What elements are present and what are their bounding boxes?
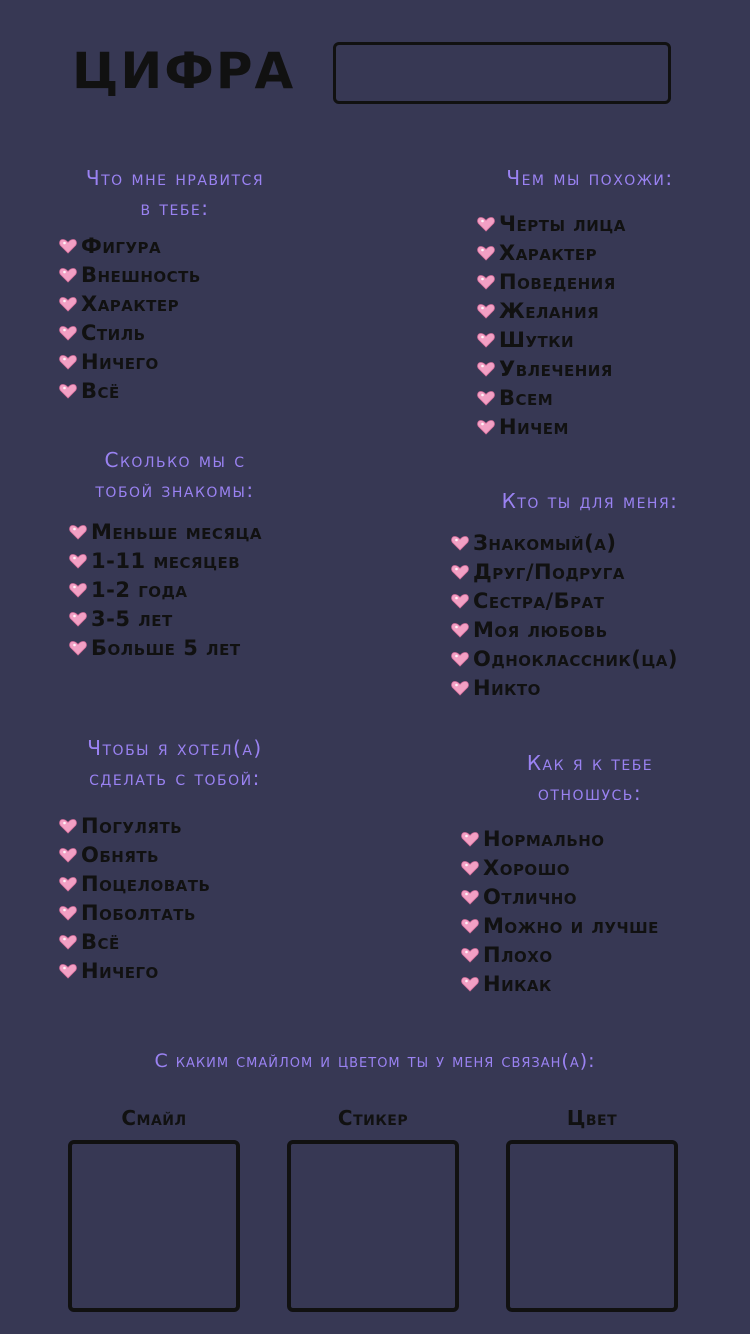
option-label: Характер xyxy=(81,291,180,316)
option-item xyxy=(476,209,740,238)
option-item xyxy=(450,586,740,615)
option-label: 3-5 лет xyxy=(91,606,173,631)
heart-icon xyxy=(450,649,470,669)
option-item xyxy=(58,289,330,318)
option-item xyxy=(460,911,740,940)
option-label: Поцеловать xyxy=(81,871,211,896)
heart-icon xyxy=(58,236,78,256)
heart-icon xyxy=(476,417,496,437)
section-likes xyxy=(20,163,330,405)
option-label: Одноклассник(ца) xyxy=(473,646,678,671)
option-label: Погулять xyxy=(81,813,183,838)
smile-label: Смайл xyxy=(121,1106,187,1130)
heart-icon xyxy=(450,678,470,698)
option-item xyxy=(58,318,330,347)
option-item xyxy=(58,231,330,260)
section-heading: Кто ты для меня: xyxy=(501,489,679,513)
option-item xyxy=(460,969,740,998)
heart-icon xyxy=(460,887,480,907)
heart-icon xyxy=(58,294,78,314)
option-label: Фигура xyxy=(81,233,162,258)
heart-icon xyxy=(476,214,496,234)
option-label: Характер xyxy=(499,240,598,265)
option-item xyxy=(58,811,330,840)
heart-icon xyxy=(58,265,78,285)
heart-icon xyxy=(450,591,470,611)
section-heading: Чтобы я хотел(а) сделать с тобой: xyxy=(87,736,263,790)
option-label: Никак xyxy=(483,971,552,996)
option-label: Больше 5 лет xyxy=(91,635,241,660)
heart-icon xyxy=(68,609,88,629)
option-label: Шутки xyxy=(499,327,575,352)
option-list xyxy=(68,517,330,662)
option-list xyxy=(476,209,740,441)
option-label: Ничего xyxy=(81,349,159,374)
option-label: Поведения xyxy=(499,269,616,294)
option-label: 1-11 месяцев xyxy=(91,548,241,573)
section-heading: Как я к тебе отношусь: xyxy=(526,751,654,805)
heart-icon xyxy=(476,330,496,350)
section-heading: Что мне нравится в тебе: xyxy=(85,166,265,220)
option-label: Отлично xyxy=(483,884,578,909)
option-item xyxy=(476,296,740,325)
option-item xyxy=(476,238,740,267)
option-item xyxy=(58,840,330,869)
option-item xyxy=(450,528,740,557)
option-label: Стиль xyxy=(81,320,146,345)
option-label: Меньше месяца xyxy=(91,519,262,544)
sticker-box[interactable] xyxy=(287,1140,459,1312)
option-item xyxy=(450,615,740,644)
option-item xyxy=(460,824,740,853)
heart-icon xyxy=(58,961,78,981)
option-list xyxy=(58,231,330,405)
option-label: Сестра/Брат xyxy=(473,588,605,613)
option-label: Всё xyxy=(81,378,120,403)
option-item xyxy=(58,927,330,956)
option-label: Ничем xyxy=(499,414,569,439)
option-item xyxy=(58,260,330,289)
option-item xyxy=(476,267,740,296)
section-known xyxy=(20,445,330,662)
option-item xyxy=(460,853,740,882)
heart-icon xyxy=(476,243,496,263)
section-who xyxy=(440,486,740,702)
heart-icon xyxy=(460,916,480,936)
heart-icon xyxy=(58,932,78,952)
option-label: Всем xyxy=(499,385,554,410)
heart-icon xyxy=(58,845,78,865)
heart-icon xyxy=(460,829,480,849)
color-label: Цвет xyxy=(566,1106,618,1130)
option-item xyxy=(476,412,740,441)
option-label: Обнять xyxy=(81,842,160,867)
option-label: Черты лица xyxy=(499,211,626,236)
option-list xyxy=(450,528,740,702)
option-item xyxy=(476,325,740,354)
option-label: Плохо xyxy=(483,942,553,967)
heart-icon xyxy=(58,352,78,372)
heart-icon xyxy=(476,388,496,408)
section-attitude xyxy=(440,748,740,998)
heart-icon xyxy=(460,974,480,994)
heart-icon xyxy=(58,323,78,343)
option-label: Всё xyxy=(81,929,120,954)
option-item xyxy=(68,633,330,662)
option-label: Моя любовь xyxy=(473,617,608,642)
heart-icon xyxy=(450,562,470,582)
option-item xyxy=(450,644,740,673)
heart-icon xyxy=(450,533,470,553)
option-label: Хорошо xyxy=(483,855,570,880)
heart-icon xyxy=(58,903,78,923)
option-item xyxy=(450,673,740,702)
option-label: Никто xyxy=(473,675,541,700)
option-label: Ничего xyxy=(81,958,159,983)
section-similar xyxy=(440,163,740,441)
heart-icon xyxy=(68,580,88,600)
option-item xyxy=(68,575,330,604)
heart-icon xyxy=(68,638,88,658)
heart-icon xyxy=(460,945,480,965)
section-want xyxy=(20,733,330,985)
section-heading: Чем мы похожи: xyxy=(506,166,674,190)
option-item xyxy=(58,376,330,405)
option-item xyxy=(58,898,330,927)
heart-icon xyxy=(476,301,496,321)
option-item xyxy=(450,557,740,586)
smile-box[interactable] xyxy=(68,1140,240,1312)
color-box[interactable] xyxy=(506,1140,678,1312)
option-item xyxy=(476,354,740,383)
option-item xyxy=(460,882,740,911)
option-item xyxy=(476,383,740,412)
page-title: ЦИФРА xyxy=(72,42,296,100)
option-label: Желания xyxy=(499,298,600,323)
option-label: Друг/Подруга xyxy=(473,559,625,584)
option-label: Поболтать xyxy=(81,900,196,925)
section-heading: Сколько мы с тобой знакомы: xyxy=(95,448,255,502)
heart-icon xyxy=(58,381,78,401)
option-label: Внешность xyxy=(81,262,201,287)
option-item xyxy=(58,956,330,985)
option-label: Знакомый(а) xyxy=(473,530,617,555)
heart-icon xyxy=(68,551,88,571)
option-item xyxy=(68,604,330,633)
sticker-label: Стикер xyxy=(337,1106,409,1130)
option-item xyxy=(58,347,330,376)
heart-icon xyxy=(476,359,496,379)
option-label: Увлечения xyxy=(499,356,613,381)
option-list xyxy=(58,811,330,985)
heart-icon xyxy=(476,272,496,292)
option-list xyxy=(460,824,740,998)
number-input-box[interactable] xyxy=(333,42,671,104)
heart-icon xyxy=(450,620,470,640)
option-label: 1-2 года xyxy=(91,577,188,602)
option-item xyxy=(58,869,330,898)
heart-icon xyxy=(68,522,88,542)
heart-icon xyxy=(460,858,480,878)
footer-question: С каким смайлом и цветом ты у меня связан(а): xyxy=(154,1050,596,1072)
option-item xyxy=(68,517,330,546)
option-item xyxy=(460,940,740,969)
heart-icon xyxy=(58,874,78,894)
heart-icon xyxy=(58,816,78,836)
option-item xyxy=(68,546,330,575)
option-label: Нормально xyxy=(483,826,605,851)
option-label: Можно и лучше xyxy=(483,913,659,938)
